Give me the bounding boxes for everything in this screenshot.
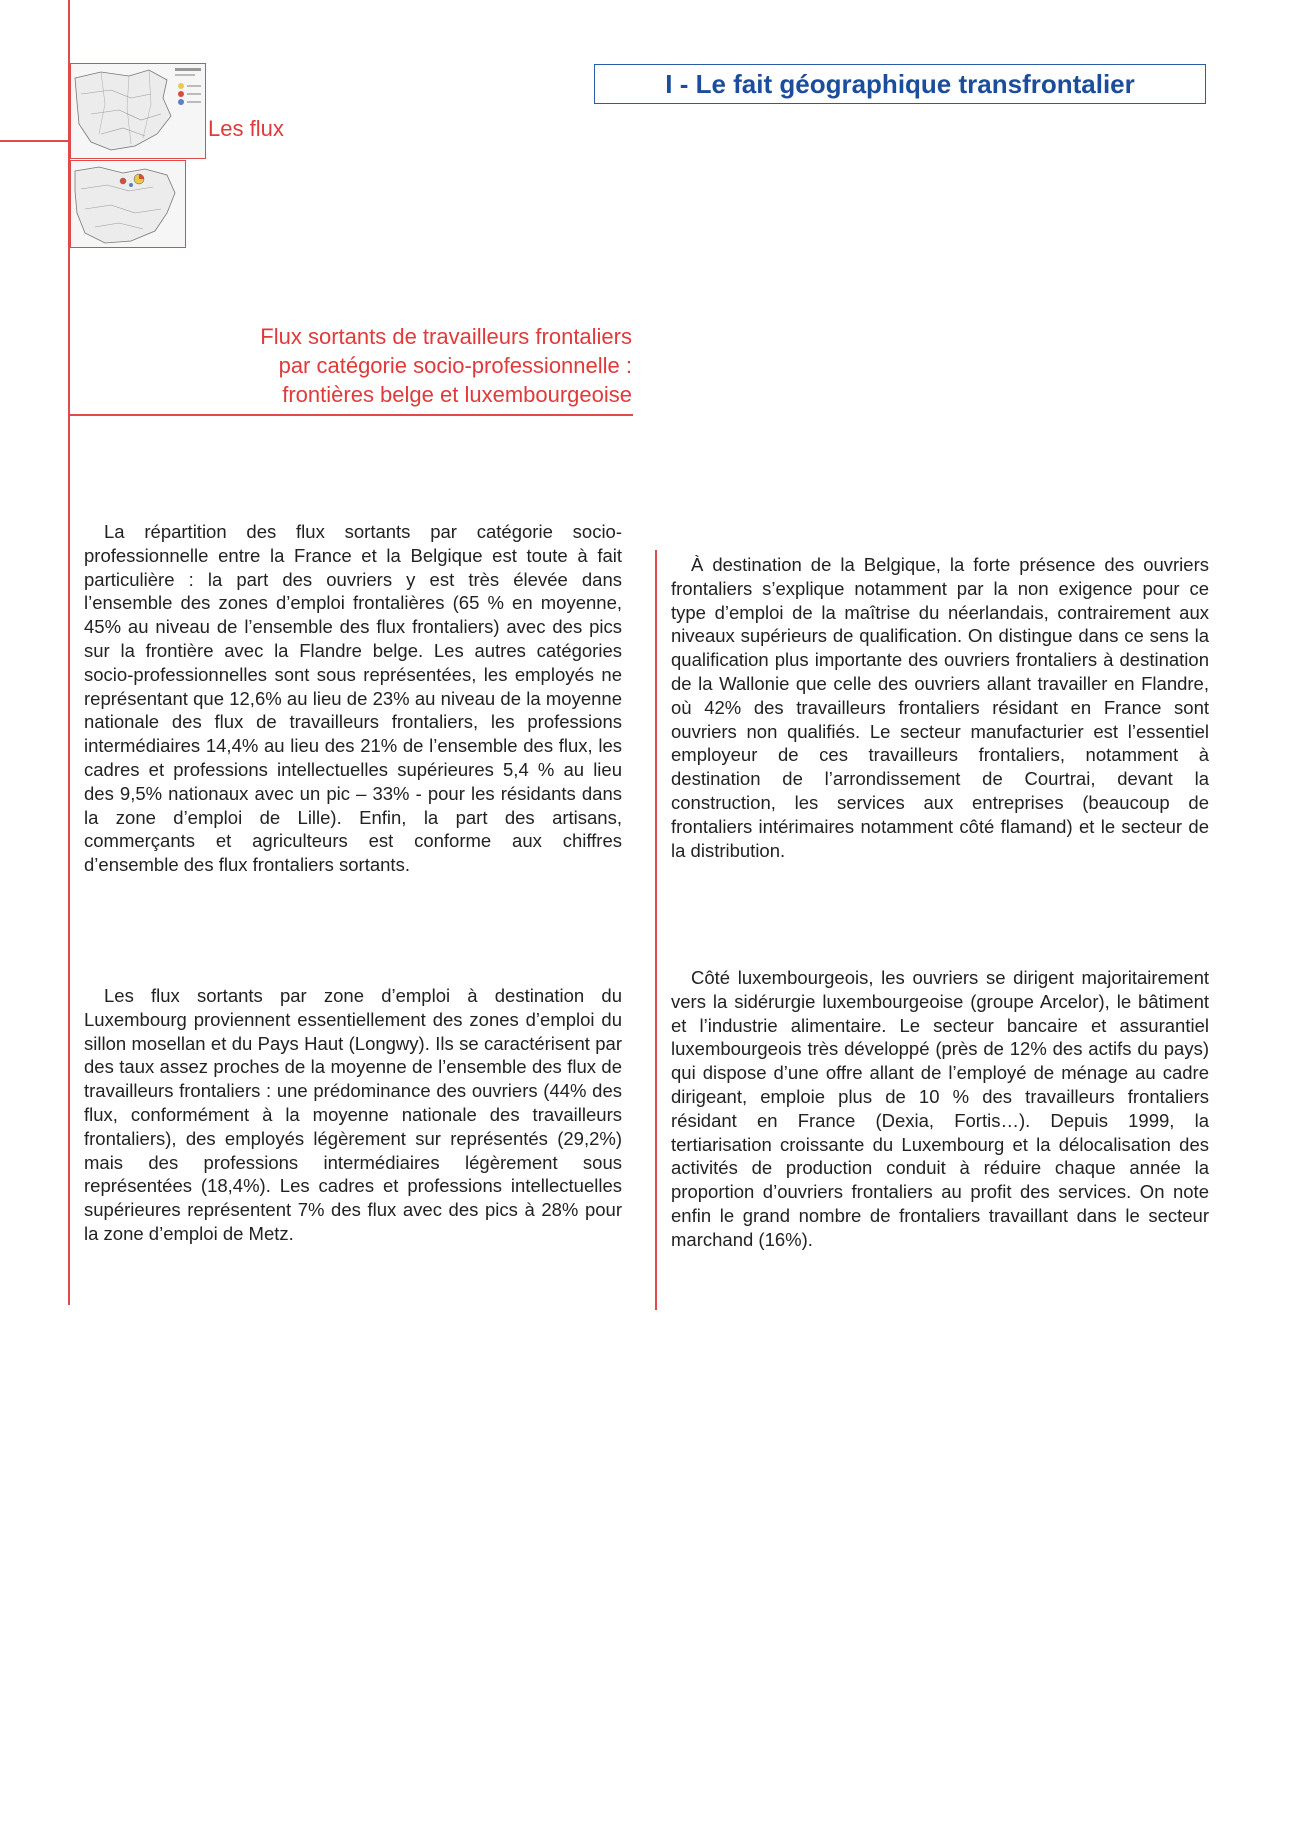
right-column-paragraph-2 [671,966,1209,1252]
page-subtitle [180,322,632,409]
map-thumbnail-detail [70,160,186,248]
column-divider [655,550,657,1310]
subtitle-line-2: par catégorie socio-professionnelle : [278,353,632,378]
map-thumbnail-overview [70,63,206,159]
paragraph-text: À destination de la Belgique, la forte présence des ouvriers frontaliers s’explique notamment par la non exigence pour ce type d’emploi de la maîtrise du néerlandais, contrairement aux niveaux supérieurs de qualification. On distingue dans ce sens la qualification plus importante des ouvriers frontaliers à destination de la Wallonie que celle des ouvriers allant travailler en Flandre, où 42% des travailleurs frontaliers résidant en France sont ouvriers non qualifiés. Le secteur manufacturier est l’essentiel employeur de ces travailleurs frontaliers, notamment à destination de l’arrondissement de Courtrai, devant la construction, les services aux entreprises (beaucoup de frontaliers intérimaires notamment côté flamand) et le secteur de la distribution. [671,554,1209,861]
subtitle-rule [68,414,633,416]
chapter-title: I - Le fait géographique transfrontalier [665,68,1135,99]
chapter-header-box [594,64,1206,104]
left-column-paragraph-1 [84,520,622,877]
subtitle-line-3: frontières belge et luxembourgeoise [282,382,632,407]
map-thumbnail-1-image [71,64,205,158]
right-column-paragraph-1 [671,553,1209,862]
section-label: Les flux [208,116,284,141]
paragraph-text: Les flux sortants par zone d’emploi à destination du Luxembourg proviennent essentiellement des zones d’emploi du sillon mosellan et du Pays Haut (Longwy). Ils se caractérisent par des taux assez proches de la moyenne de l’ensemble des flux de travailleurs frontaliers : une prédominance des ouvriers (44% des flux, conformément à la moyenne nationale des travailleurs frontaliers), des employés légèrement sur représentés (29,2%) mais des professions intermédiaires légèrement sous représentées (18,4%). Les cadres et professions intellectuelles supérieures représentent 7% des flux avec des pics à 28% pour la zone d’emploi de Metz. [84,985,622,1244]
subtitle-line-1: Flux sortants de travailleurs frontaliers [260,324,632,349]
map-thumbnail-2-image [71,161,185,247]
paragraph-text: La répartition des flux sortants par catégorie socio-professionnelle entre la France et la Belgique est toute à fait particulière : la part des ouvriers y est très élevée dans l’ensemble des zones d’emploi frontalières (65 % en moyenne, 45% au niveau de l’ensemble des flux frontaliers) avec des pics sur la frontière avec la Flandre belge. Les autres catégories socio-professionnelles sont sous représentées, les employés ne représentant que 12,6% au lieu de 23% au niveau de la moyenne nationale des flux de travailleurs frontaliers, les professions intermédiaires 14,4% au lieu des 21% de l’ensemble des flux, les cadres et professions intellectuelles supérieures 5,4 % au lieu des 9,5% nationaux avec un pic – 33% - pour les résidants dans la zone d’emploi de Lille). Enfin, la part des artisans, commerçants et agriculteurs est conforme aux chiffres d’ensemble des flux frontaliers sortants. [84,521,622,876]
left-column-paragraph-2 [84,984,622,1246]
paragraph-text: Côté luxembourgeois, les ouvriers se dirigent majoritairement vers la sidérurgie luxembourgeoise (groupe Arcelor), le bâtiment et l’industrie alimentaire. Le secteur bancaire et assurantiel luxembourgeois très développé (près de 12% des actifs du pays) qui dispose d’une offre allant de l’employé de ménage au cadre dirigeant, emploie plus de 10 % des travailleurs frontaliers résidant en France (Dexia, Fortis…). Depuis 1999, la tertiarisation croissante du Luxembourg et la délocalisation des activités de production conduit à réduire chaque année la proportion d’ouvriers frontaliers au profit des services. On note enfin le grand nombre de frontaliers travaillant dans le secteur marchand (16%). [671,967,1209,1250]
